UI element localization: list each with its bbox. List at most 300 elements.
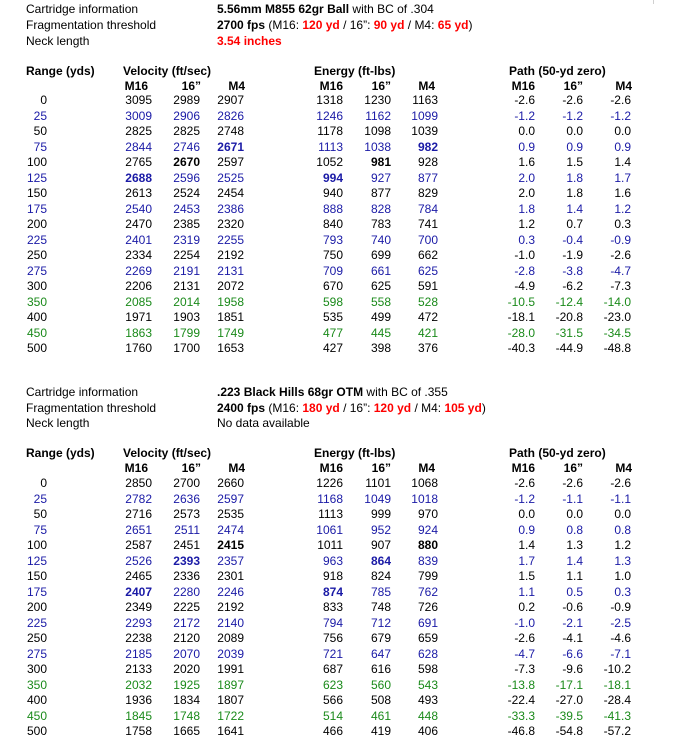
- energy-m16-cell: 598: [322, 294, 343, 309]
- velocity-16in-cell: 2670: [173, 155, 200, 169]
- path-16in-cell: -44.9: [555, 341, 583, 355]
- path-sub-m16: M16: [511, 461, 535, 475]
- frag-yd-16in: 90 yd: [373, 18, 405, 32]
- velocity-m4-cell: 2192: [217, 248, 244, 262]
- range-cell: 125: [26, 170, 47, 185]
- velocity-m16-cell: 3009: [125, 108, 152, 123]
- path-m4-cell: 1.3: [614, 553, 631, 568]
- energy-16in-cell: 461: [370, 708, 391, 723]
- range-cell: 225: [26, 232, 47, 247]
- range-cell: 125: [26, 553, 47, 568]
- velocity-16in-cell: 2014: [173, 294, 200, 309]
- range-cell: 450: [26, 708, 47, 723]
- energy-sub-m16: M16: [319, 461, 343, 475]
- energy-16in-cell: 783: [370, 217, 391, 231]
- energy-m16-cell: 670: [322, 279, 343, 293]
- velocity-m4-cell: 2826: [217, 108, 244, 123]
- velocity-m4-cell: 2089: [217, 631, 244, 645]
- path-m16-cell: -7.3: [514, 662, 535, 676]
- velocity-m16-cell: 2526: [125, 553, 152, 568]
- path-m4-cell: 1.6: [614, 186, 631, 200]
- path-16in-cell: -27.0: [555, 693, 583, 707]
- cartridge-info-value: [217, 1, 434, 17]
- velocity-m4-cell: 1958: [217, 294, 244, 309]
- velocity-16in-cell: 2020: [173, 662, 200, 676]
- velocity-sub-16in: 16”: [181, 79, 201, 93]
- path-m16-cell: 1.5: [518, 569, 535, 583]
- frag-threshold-value: [217, 400, 486, 416]
- velocity-m16-cell: 2401: [125, 232, 152, 247]
- energy-sub-m16: M16: [319, 79, 343, 93]
- path-sub-16in: 16”: [563, 461, 583, 475]
- velocity-m16-cell: 2334: [125, 248, 152, 262]
- path-m16-cell: -2.6: [514, 93, 535, 107]
- velocity-16in-cell: 2511: [174, 522, 200, 537]
- range-header: Range (yds): [26, 446, 95, 460]
- range-cell: 250: [26, 631, 47, 645]
- energy-m4-cell: 924: [417, 522, 438, 537]
- velocity-m4-cell: 1653: [217, 341, 244, 355]
- range-cell: 100: [26, 538, 47, 552]
- frag-fps: 2700 fps: [217, 18, 266, 32]
- range-cell: 275: [26, 263, 47, 278]
- path-sub-16in: 16”: [563, 79, 583, 93]
- velocity-m16-cell: 2407: [125, 584, 152, 599]
- range-cell: 350: [26, 677, 47, 692]
- energy-m16-cell: 1011: [317, 538, 343, 552]
- path-m4-cell: -14.0: [603, 294, 631, 309]
- range-cell: 25: [33, 491, 47, 506]
- energy-sub-m4: M4: [418, 79, 435, 93]
- energy-m16-cell: 1226: [316, 476, 343, 490]
- path-m4-cell: -1.2: [610, 108, 631, 123]
- velocity-16in-cell: 2906: [173, 108, 200, 123]
- path-m4-cell: -2.6: [610, 476, 631, 490]
- velocity-header: Velocity (ft/sec): [123, 64, 212, 78]
- velocity-16in-cell: 2319: [173, 232, 200, 247]
- energy-16in-cell: 1049: [364, 491, 391, 506]
- path-16in-cell: -31.5: [555, 325, 583, 340]
- velocity-16in-cell: 2825: [173, 124, 200, 138]
- velocity-16in-cell: 1748: [173, 708, 200, 723]
- path-m16-cell: 0.9: [518, 522, 535, 537]
- velocity-m16-cell: 2085: [125, 294, 152, 309]
- frag-text: (M16:: [265, 18, 303, 32]
- velocity-m4-cell: 2907: [217, 93, 244, 107]
- path-m16-cell: -28.0: [507, 325, 535, 340]
- energy-m4-cell: 662: [417, 248, 438, 262]
- velocity-16in-cell: 2280: [173, 584, 200, 599]
- energy-m4-cell: 1068: [411, 476, 438, 490]
- range-cell: 500: [26, 724, 47, 738]
- velocity-16in-cell: 2225: [173, 600, 200, 614]
- energy-m4-cell: 829: [417, 186, 438, 200]
- energy-16in-cell: 1038: [364, 139, 391, 154]
- energy-16in-cell: 824: [370, 569, 391, 583]
- velocity-m4-cell: 2671: [217, 139, 244, 154]
- energy-16in-cell: 952: [370, 522, 391, 537]
- energy-m16-cell: 1168: [317, 491, 343, 506]
- range-cell: 450: [26, 325, 47, 340]
- path-16in-cell: -20.8: [555, 310, 583, 324]
- path-m16-cell: 1.2: [518, 217, 535, 231]
- frag-text: (M16:: [265, 401, 303, 415]
- velocity-16in-cell: 2191: [173, 263, 200, 278]
- velocity-m4-cell: 2454: [217, 186, 244, 200]
- path-16in-cell: -1.2: [562, 108, 583, 123]
- energy-16in-cell: 647: [370, 646, 391, 661]
- cartridge-info-label: Cartridge information: [26, 2, 139, 16]
- range-cell: 75: [33, 139, 47, 154]
- velocity-m4-cell: 1807: [217, 693, 244, 707]
- velocity-16in-cell: 1665: [173, 724, 200, 738]
- range-cell: 50: [33, 124, 47, 138]
- velocity-m4-cell: 1749: [217, 325, 244, 340]
- energy-16in-cell: 927: [370, 170, 391, 185]
- frag-text: ): [468, 18, 473, 32]
- velocity-m4-cell: 2039: [217, 646, 244, 661]
- energy-m16-cell: 1052: [316, 155, 343, 169]
- energy-m16-cell: 918: [322, 569, 343, 583]
- energy-m16-cell: 1178: [317, 124, 343, 138]
- velocity-m16-cell: 2470: [125, 217, 152, 231]
- velocity-m4-cell: 1641: [217, 724, 244, 738]
- energy-header: Energy (ft-lbs): [314, 446, 396, 460]
- velocity-m16-cell: 2206: [125, 279, 152, 293]
- velocity-m16-cell: 2844: [125, 139, 152, 154]
- path-16in-cell: -17.1: [555, 677, 583, 692]
- velocity-m16-cell: 1971: [125, 310, 152, 324]
- path-m4-cell: -57.2: [603, 724, 631, 738]
- velocity-m16-cell: 2032: [125, 677, 152, 692]
- energy-m16-cell: 994: [322, 170, 343, 185]
- velocity-m16-cell: 2688: [125, 170, 152, 185]
- energy-m4-cell: 591: [417, 279, 438, 293]
- velocity-m16-cell: 2269: [125, 263, 152, 278]
- energy-16in-cell: 558: [370, 294, 391, 309]
- velocity-sub-m4: M4: [228, 79, 245, 93]
- energy-16in-cell: 445: [370, 325, 391, 340]
- energy-sub-16in: 16”: [371, 79, 391, 93]
- energy-16in-cell: 560: [370, 677, 391, 692]
- energy-16in-cell: 625: [370, 279, 391, 293]
- energy-16in-cell: 999: [370, 507, 391, 521]
- path-m4-cell: -2.5: [610, 615, 631, 630]
- energy-sub-m4: M4: [418, 461, 435, 475]
- path-16in-cell: 1.4: [566, 553, 583, 568]
- energy-m4-cell: 839: [417, 553, 438, 568]
- velocity-m16-cell: 2465: [125, 569, 152, 583]
- energy-16in-cell: 508: [370, 693, 391, 707]
- path-m4-cell: -0.9: [610, 232, 631, 247]
- range-cell: 400: [26, 693, 47, 707]
- energy-m16-cell: 750: [322, 248, 343, 262]
- path-m16-cell: -33.3: [507, 708, 535, 723]
- path-m4-cell: 1.4: [614, 155, 631, 169]
- velocity-m4-cell: 2474: [217, 522, 244, 537]
- path-m4-cell: -2.6: [610, 248, 631, 262]
- path-m4-cell: -41.3: [603, 708, 631, 723]
- cartridge-name: .223 Black Hills 68gr OTM: [217, 385, 364, 399]
- path-m4-cell: -10.2: [603, 662, 631, 676]
- velocity-m16-cell: 2850: [125, 476, 152, 490]
- path-m16-cell: 1.8: [518, 201, 535, 216]
- velocity-m4-cell: 2192: [217, 600, 244, 614]
- path-m16-cell: 0.0: [518, 124, 535, 138]
- path-16in-cell: 0.0: [566, 124, 583, 138]
- path-16in-cell: -39.5: [555, 708, 583, 723]
- velocity-16in-cell: 2573: [173, 507, 200, 521]
- velocity-m4-cell: 2535: [217, 507, 244, 521]
- velocity-16in-cell: 2336: [173, 569, 200, 583]
- path-m4-cell: -48.8: [603, 341, 631, 355]
- energy-m4-cell: 928: [417, 155, 438, 169]
- path-m16-cell: 1.1: [518, 584, 535, 599]
- path-m16-cell: -1.0: [514, 248, 535, 262]
- velocity-16in-cell: 2636: [173, 491, 200, 506]
- path-m16-cell: -22.4: [507, 693, 535, 707]
- range-cell: 200: [26, 217, 47, 231]
- velocity-m4-cell: 2140: [217, 615, 244, 630]
- energy-16in-cell: 864: [370, 553, 391, 568]
- path-m16-cell: -13.8: [507, 677, 535, 692]
- frag-yd-16in: 120 yd: [373, 401, 412, 415]
- path-sub-m4: M4: [615, 79, 632, 93]
- velocity-16in-cell: 1925: [173, 677, 200, 692]
- velocity-m4-cell: 1991: [217, 662, 244, 676]
- path-16in-cell: -0.4: [562, 232, 583, 247]
- range-cell: 175: [26, 584, 47, 599]
- energy-m4-cell: 493: [417, 693, 438, 707]
- velocity-m4-cell: 2597: [217, 155, 244, 169]
- frag-yd-m4: 65 yd: [437, 18, 469, 32]
- energy-m16-cell: 514: [322, 708, 343, 723]
- velocity-16in-cell: 2989: [173, 93, 200, 107]
- energy-m16-cell: 963: [322, 553, 343, 568]
- velocity-m4-cell: 1897: [217, 677, 244, 692]
- energy-m16-cell: 833: [322, 600, 343, 614]
- path-m16-cell: 1.4: [518, 538, 535, 552]
- range-cell: 400: [26, 310, 47, 324]
- velocity-m4-cell: 2246: [217, 584, 244, 599]
- energy-m16-cell: 1246: [316, 108, 343, 123]
- path-16in-cell: -1.9: [562, 248, 583, 262]
- cartridge-bc: with BC of .304: [349, 2, 434, 16]
- range-cell: 350: [26, 294, 47, 309]
- path-m4-cell: 0.3: [614, 217, 631, 231]
- energy-m4-cell: 726: [417, 600, 438, 614]
- velocity-16in-cell: 2385: [173, 217, 200, 231]
- frag-text: / 16”:: [339, 18, 374, 32]
- cartridge-info-value: [217, 384, 448, 400]
- path-m4-cell: -18.1: [603, 677, 631, 692]
- velocity-16in-cell: 2524: [173, 186, 200, 200]
- energy-m4-cell: 628: [417, 646, 438, 661]
- energy-m4-cell: 982: [417, 139, 438, 154]
- velocity-m4-cell: 2660: [217, 476, 244, 490]
- path-m16-cell: 0.9: [518, 139, 535, 154]
- velocity-16in-cell: 1700: [173, 341, 200, 355]
- path-16in-cell: 1.8: [566, 170, 583, 185]
- path-16in-cell: -4.1: [562, 631, 583, 645]
- energy-m16-cell: 756: [322, 631, 343, 645]
- path-16in-cell: 1.4: [566, 201, 583, 216]
- energy-m16-cell: 623: [322, 677, 343, 692]
- range-cell: 150: [26, 569, 47, 583]
- energy-16in-cell: 1162: [365, 108, 391, 123]
- path-16in-cell: 1.5: [566, 155, 583, 169]
- velocity-m16-cell: 2782: [125, 491, 152, 506]
- velocity-m4-cell: 2357: [217, 553, 244, 568]
- path-16in-cell: 1.8: [566, 186, 583, 200]
- energy-16in-cell: 740: [370, 232, 391, 247]
- velocity-m4-cell: 2255: [217, 232, 244, 247]
- energy-m4-cell: 1099: [411, 108, 438, 123]
- path-m16-cell: -46.8: [507, 724, 535, 738]
- energy-m4-cell: 421: [417, 325, 438, 340]
- path-sub-m16: M16: [511, 79, 535, 93]
- energy-m16-cell: 535: [322, 310, 343, 324]
- frag-yd-m16: 120 yd: [302, 18, 340, 32]
- energy-m4-cell: 1163: [412, 93, 438, 107]
- path-m16-cell: 1.6: [518, 155, 535, 169]
- energy-m16-cell: 687: [322, 662, 343, 676]
- energy-m16-cell: 793: [322, 232, 343, 247]
- velocity-m16-cell: 2238: [125, 631, 152, 645]
- energy-m16-cell: 1061: [316, 522, 343, 537]
- range-cell: 0: [40, 476, 47, 490]
- velocity-16in-cell: 2172: [173, 615, 200, 630]
- energy-m16-cell: 566: [322, 693, 343, 707]
- energy-m4-cell: 448: [417, 708, 438, 723]
- path-m4-cell: -4.7: [610, 263, 631, 278]
- range-cell: 175: [26, 201, 47, 216]
- velocity-16in-cell: 1903: [173, 310, 200, 324]
- energy-16in-cell: 712: [370, 615, 391, 630]
- energy-m4-cell: 762: [417, 584, 438, 599]
- velocity-m16-cell: 1760: [125, 341, 152, 355]
- neck-length-value: No data available: [217, 416, 310, 430]
- velocity-m4-cell: 2131: [217, 263, 244, 278]
- path-16in-cell: -1.1: [562, 491, 583, 506]
- frag-text: / M4:: [404, 18, 438, 32]
- neck-length-label: Neck length: [26, 34, 90, 48]
- energy-m4-cell: 472: [417, 310, 438, 324]
- path-m16-cell: -40.3: [507, 341, 535, 355]
- energy-m4-cell: 1039: [411, 124, 438, 138]
- velocity-16in-cell: 1834: [173, 693, 200, 707]
- energy-m16-cell: 1113: [318, 507, 343, 521]
- path-16in-cell: -2.6: [562, 93, 583, 107]
- velocity-sub-m16: M16: [124, 461, 148, 475]
- energy-16in-cell: 981: [370, 155, 391, 169]
- range-cell: 300: [26, 662, 47, 676]
- energy-m4-cell: 784: [417, 201, 438, 216]
- velocity-m16-cell: 2651: [125, 522, 152, 537]
- velocity-sub-m16: M16: [124, 79, 148, 93]
- velocity-16in-cell: 2700: [173, 476, 200, 490]
- energy-m16-cell: 794: [322, 615, 343, 630]
- path-16in-cell: -2.1: [562, 615, 583, 630]
- path-16in-cell: 1.1: [566, 569, 583, 583]
- velocity-m16-cell: 2716: [125, 507, 152, 521]
- page-edge-divider: [653, 0, 654, 4]
- path-m4-cell: 1.2: [614, 538, 631, 552]
- energy-sub-16in: 16”: [371, 461, 391, 475]
- energy-16in-cell: 398: [370, 341, 391, 355]
- energy-m16-cell: 840: [322, 217, 343, 231]
- path-m16-cell: -18.1: [507, 310, 535, 324]
- energy-m16-cell: 477: [322, 325, 343, 340]
- path-m16-cell: 2.0: [518, 186, 535, 200]
- energy-16in-cell: 828: [370, 201, 391, 216]
- energy-m4-cell: 970: [417, 507, 438, 521]
- path-m4-cell: -28.4: [603, 693, 631, 707]
- energy-m4-cell: 877: [417, 170, 438, 185]
- path-m16-cell: 0.0: [518, 507, 535, 521]
- frag-yd-m4: 105 yd: [444, 401, 482, 415]
- velocity-m16-cell: 2133: [125, 662, 152, 676]
- range-header: Range (yds): [26, 64, 95, 78]
- energy-16in-cell: 499: [370, 310, 391, 324]
- energy-16in-cell: 661: [370, 263, 391, 278]
- path-16in-cell: 0.8: [566, 522, 583, 537]
- energy-m4-cell: 799: [417, 569, 438, 583]
- path-m16-cell: -4.7: [514, 646, 535, 661]
- energy-m4-cell: 880: [417, 538, 438, 552]
- velocity-m4-cell: 2415: [217, 538, 244, 552]
- velocity-m16-cell: 1863: [125, 325, 152, 340]
- energy-m4-cell: 700: [417, 232, 438, 247]
- path-m4-cell: -2.6: [610, 93, 631, 107]
- range-cell: 500: [26, 341, 47, 355]
- velocity-16in-cell: 2393: [173, 553, 200, 568]
- energy-16in-cell: 616: [370, 662, 391, 676]
- energy-16in-cell: 679: [370, 631, 391, 645]
- path-m16-cell: -2.6: [514, 631, 535, 645]
- path-16in-cell: -6.6: [562, 646, 583, 661]
- path-m16-cell: -2.6: [514, 476, 535, 490]
- range-cell: 250: [26, 248, 47, 262]
- path-m4-cell: 1.0: [614, 569, 631, 583]
- path-m16-cell: 1.7: [518, 553, 535, 568]
- energy-16in-cell: 699: [370, 248, 391, 262]
- path-16in-cell: -12.4: [555, 294, 583, 309]
- velocity-m4-cell: 2301: [217, 569, 244, 583]
- velocity-m4-cell: 2072: [217, 279, 244, 293]
- velocity-m4-cell: 2597: [217, 491, 244, 506]
- energy-header: Energy (ft-lbs): [314, 64, 396, 78]
- energy-m16-cell: 721: [322, 646, 343, 661]
- velocity-m16-cell: 2825: [125, 124, 152, 138]
- energy-m16-cell: 1113: [318, 139, 343, 154]
- velocity-m4-cell: 2320: [217, 217, 244, 231]
- frag-text: / 16”:: [339, 401, 374, 415]
- energy-m16-cell: 940: [322, 186, 343, 200]
- energy-m4-cell: 741: [417, 217, 438, 231]
- velocity-m16-cell: 1758: [125, 724, 152, 738]
- velocity-m16-cell: 3095: [125, 93, 152, 107]
- path-m16-cell: 2.0: [518, 170, 535, 185]
- path-m16-cell: -2.8: [514, 263, 535, 278]
- path-m4-cell: 0.0: [614, 124, 631, 138]
- path-m16-cell: -1.0: [514, 615, 535, 630]
- path-m4-cell: 0.9: [614, 139, 631, 154]
- velocity-m4-cell: 2748: [217, 124, 244, 138]
- path-m16-cell: 0.2: [518, 600, 535, 614]
- velocity-header: Velocity (ft/sec): [123, 446, 212, 460]
- path-m4-cell: -23.0: [603, 310, 631, 324]
